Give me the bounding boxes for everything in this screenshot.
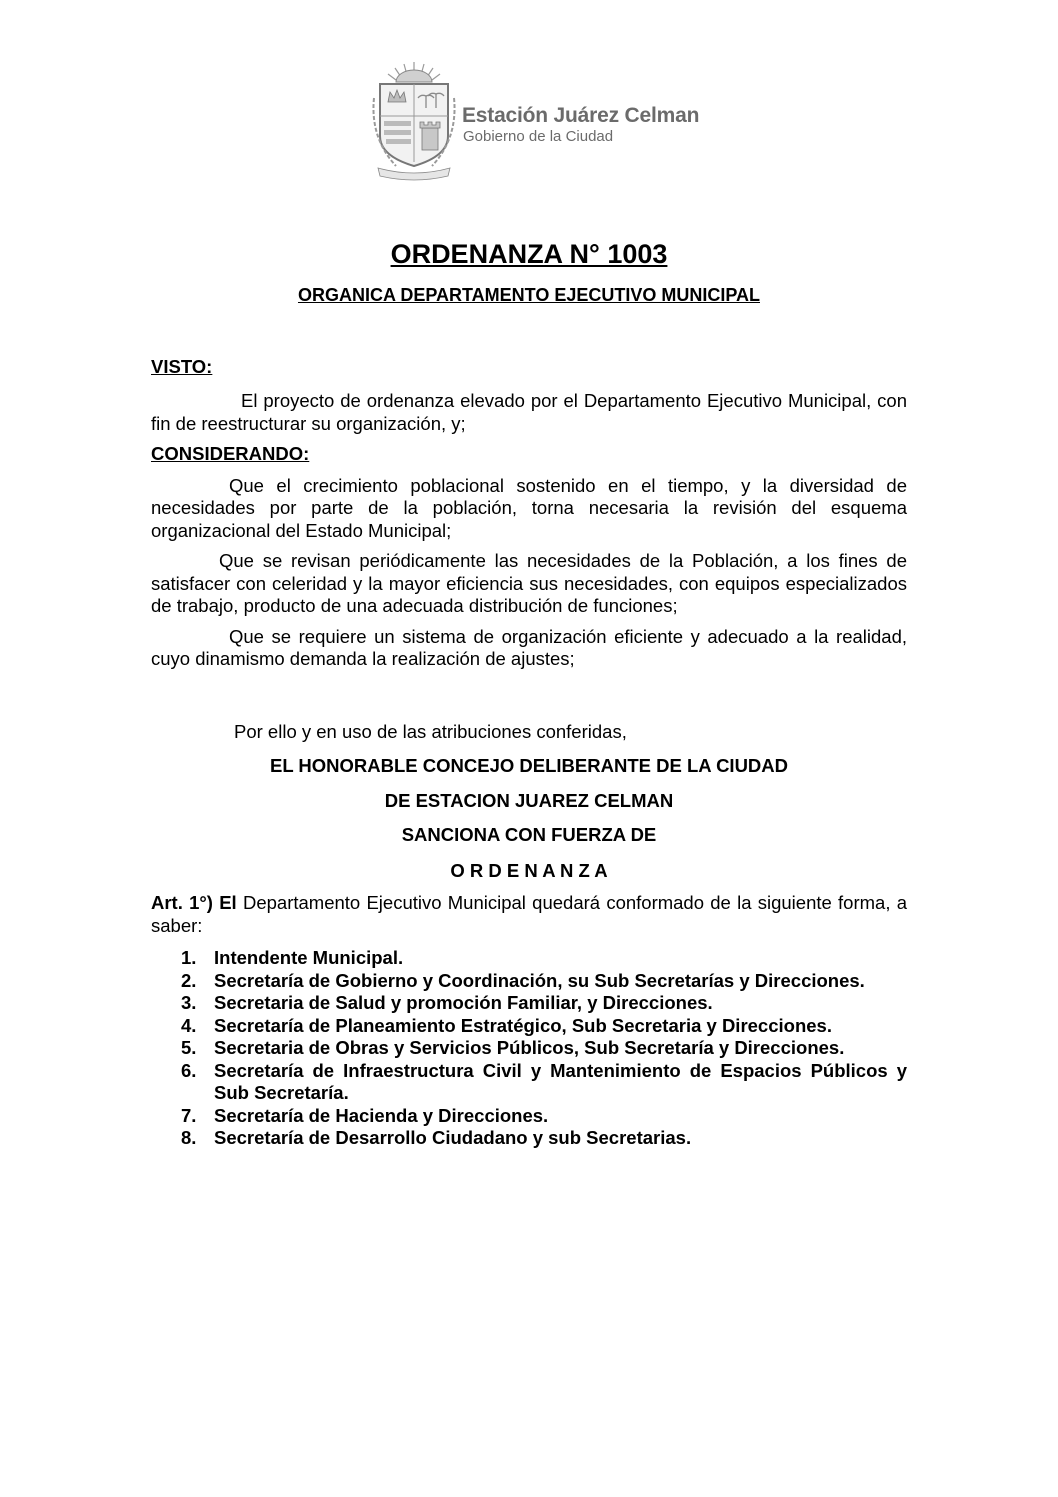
list-item-number: 5. [181, 1037, 197, 1058]
list-item-text: Secretaria de Salud y promoción Familiar, y Direcciones. [214, 992, 713, 1013]
article-1-text: Departamento Ejecutivo Municipal quedará conformado de la siguiente forma, a saber: [151, 892, 908, 936]
list-item-text: Secretaría de Hacienda y Direcciones. [214, 1104, 549, 1126]
article-1 [151, 892, 907, 937]
considerando-paragraph-2: Que se revisan periódicamente las necesidades de la Población, a los fines de satisfacer con celeridad y la mayor eficiencia sus necesidades, con equipos especializados de trabajo, producto de una adecuada distribución de funciones; [151, 550, 907, 616]
city-crest-icon [368, 58, 460, 183]
considerando-paragraph-1: Que el crecimiento poblacional sostenido en el tiempo, y la diversidad de necesidades por parte de la población, torna necesaria la revisión del esquema organizacional del Estado Municipal; [151, 474, 907, 541]
list-item-number: 1. [181, 947, 197, 968]
list-item [151, 1127, 907, 1150]
sanciona-line: SANCIONA CON FUERZA DE [401, 824, 657, 845]
document-title: ORDENANZA N° 1003 [390, 239, 668, 269]
list-item [151, 992, 907, 1015]
secretariats-list [151, 947, 907, 1150]
ordenanza-heading: O R D E N A N Z A [450, 859, 608, 881]
list-item-text: Secretaría de Planeamiento Estratégico, Sub Secretaria y Direcciones. [214, 1014, 832, 1036]
list-item [151, 947, 907, 970]
list-item-text: Intendente Municipal. [214, 947, 404, 968]
list-item [151, 970, 907, 993]
considerando-paragraph-3: Que se requiere un sistema de organización eficiente y adecuado a la realidad, cuyo dinamismo demanda la realización de ajustes; [151, 625, 907, 669]
list-item-number: 7. [181, 1104, 197, 1126]
list-item-text: Secretaría de Infraestructura Civil y Mantenimiento de Espacios Públicos y Sub Secretaría. [214, 1059, 907, 1103]
list-item [151, 1060, 907, 1105]
brand-name: Estación Juárez Celman [462, 104, 700, 127]
visto-heading: VISTO: [151, 356, 213, 377]
list-item-text: Secretaria de Obras y Servicios Públicos, Sub Secretaría y Direcciones. [214, 1037, 845, 1058]
list-item-number: 8. [181, 1127, 197, 1148]
list-item [151, 1037, 907, 1060]
list-item-text: Secretaría de Gobierno y Coordinación, su Sub Secretarías y Direcciones. [214, 969, 865, 991]
por-ello-line: Por ello y en uso de las atribuciones conferidas, [234, 720, 627, 742]
municipal-logo [368, 58, 748, 183]
list-item-number: 4. [181, 1014, 197, 1036]
document-subtitle: ORGANICA DEPARTAMENTO EJECUTIVO MUNICIPAL [297, 285, 760, 305]
article-1-label: Art. 1°) El [151, 892, 237, 913]
brand-subtitle: Gobierno de la Ciudad [463, 128, 614, 145]
concejo-line-1: EL HONORABLE CONCEJO DELIBERANTE DE LA CIUDAD [269, 755, 789, 776]
list-item-text: Secretaría de Desarrollo Ciudadano y sub Secretarias. [214, 1127, 692, 1148]
visto-paragraph: El proyecto de ordenanza elevado por el Departamento Ejecutivo Municipal, con fin de reestructurar su organización, y; [151, 390, 907, 434]
concejo-line-2: DE ESTACION JUAREZ CELMAN [384, 789, 674, 811]
considerando-heading: CONSIDERANDO: [151, 443, 310, 464]
list-item [151, 1105, 907, 1128]
list-item [151, 1015, 907, 1038]
list-item-number: 3. [181, 992, 197, 1013]
list-item-number: 2. [181, 969, 197, 991]
list-item-number: 6. [181, 1059, 197, 1081]
document-body [151, 356, 907, 1150]
